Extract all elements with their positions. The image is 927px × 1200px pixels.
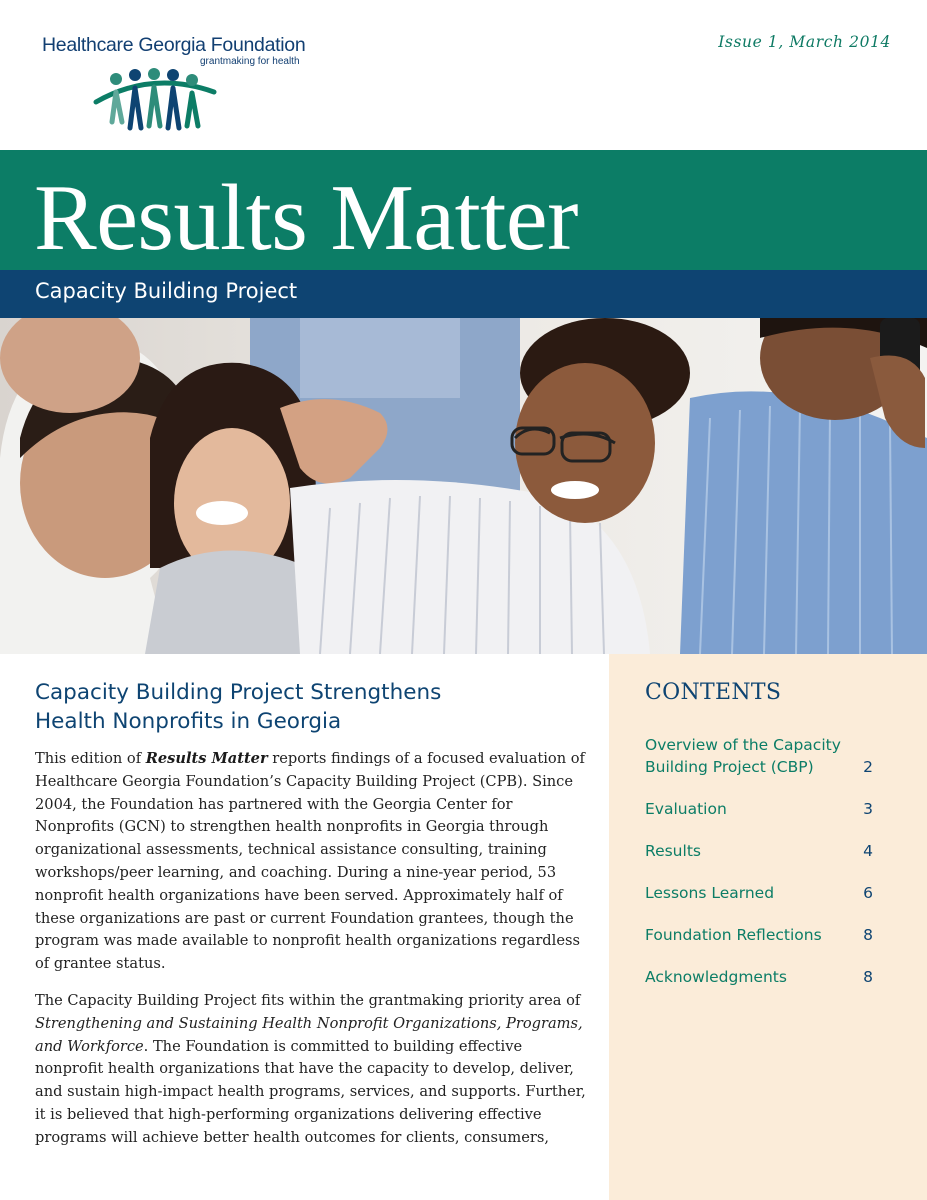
lead-article (35, 678, 595, 1150)
people-logo-icon (92, 66, 217, 132)
p1-text-c: reports findings of a focused evaluation of Healthcare Georgia Foundation’s Capacity Building Project (CPB). Since 2004, the Foundation has partnered with the Georgia Center for Nonprofits (GCN) to strengthen health nonprofits in Georgia through organizational assessments, technical assistance consulting, training workshops/peer learning, and coaching. During a nine-year period, 53 nonprofit health organizations have been served. Approximately half of these organizations are past or current Foundation grantees, though the program was made available to nonprofit health organizations regardless of grantee status. (35, 750, 585, 973)
toc-page-number: 6 (863, 884, 873, 902)
logo-name: Healthcare Georgia Foundation (42, 34, 306, 56)
table-of-contents (645, 734, 873, 1008)
p2-priority-area: Strengthening and Sustaining Health Nonprofit Organizations, Programs, and Workforce (35, 1014, 583, 1055)
foundation-logo (42, 34, 312, 134)
p1-publication-name: Results Matter (145, 750, 268, 767)
newsletter-title: Results Matter (34, 166, 578, 270)
toc-page-number: 8 (863, 926, 873, 944)
group-photo (0, 318, 927, 654)
toc-page-number: 3 (863, 800, 873, 818)
toc-item-acknowledgments[interactable] (645, 966, 873, 988)
toc-item-foundation-reflections[interactable] (645, 924, 873, 946)
toc-item-lessons-learned[interactable] (645, 882, 873, 904)
contents-sidebar (609, 654, 927, 1200)
p1-text-a: This edition of (35, 750, 146, 767)
toc-item-results[interactable] (645, 840, 873, 862)
photo-illustration-icon (0, 318, 927, 654)
article-heading-line2: Health Nonprofits in Georgia (35, 709, 342, 734)
article-heading (35, 678, 595, 736)
newsletter-subtitle: Capacity Building Project (35, 279, 298, 303)
toc-label: Acknowledgments (645, 968, 787, 986)
toc-page-number: 2 (863, 758, 873, 776)
article-paragraph-1 (35, 748, 595, 976)
toc-label: Results (645, 842, 701, 860)
contents-heading: CONTENTS (645, 680, 782, 705)
toc-page-number: 4 (863, 842, 873, 860)
toc-page-number: 8 (863, 968, 873, 986)
toc-label: Overview of the Capacity Building Project (CBP) (645, 736, 841, 776)
article-paragraph-2 (35, 990, 595, 1150)
issue-date: Issue 1, March 2014 (718, 33, 891, 51)
article-heading-line1: Capacity Building Project Strengthens (35, 680, 442, 705)
p2-text-c: . The Foundation is committed to building effective nonprofit health organizations that have the capacity to develop, deliver, and sustain high-impact health programs, services, and supports. Further, it is believed that high-performing organizations delivering effective programs will achieve better health outcomes for clients, consumers, (35, 1037, 586, 1146)
toc-item-overview[interactable] (645, 734, 873, 778)
logo-tagline: grantmaking for health (200, 56, 300, 67)
toc-label: Evaluation (645, 800, 727, 818)
toc-label: Foundation Reflections (645, 926, 822, 944)
toc-item-evaluation[interactable] (645, 798, 873, 820)
p2-text-a: The Capacity Building Project fits within the grantmaking priority area of (35, 991, 581, 1009)
toc-label: Lessons Learned (645, 884, 775, 902)
